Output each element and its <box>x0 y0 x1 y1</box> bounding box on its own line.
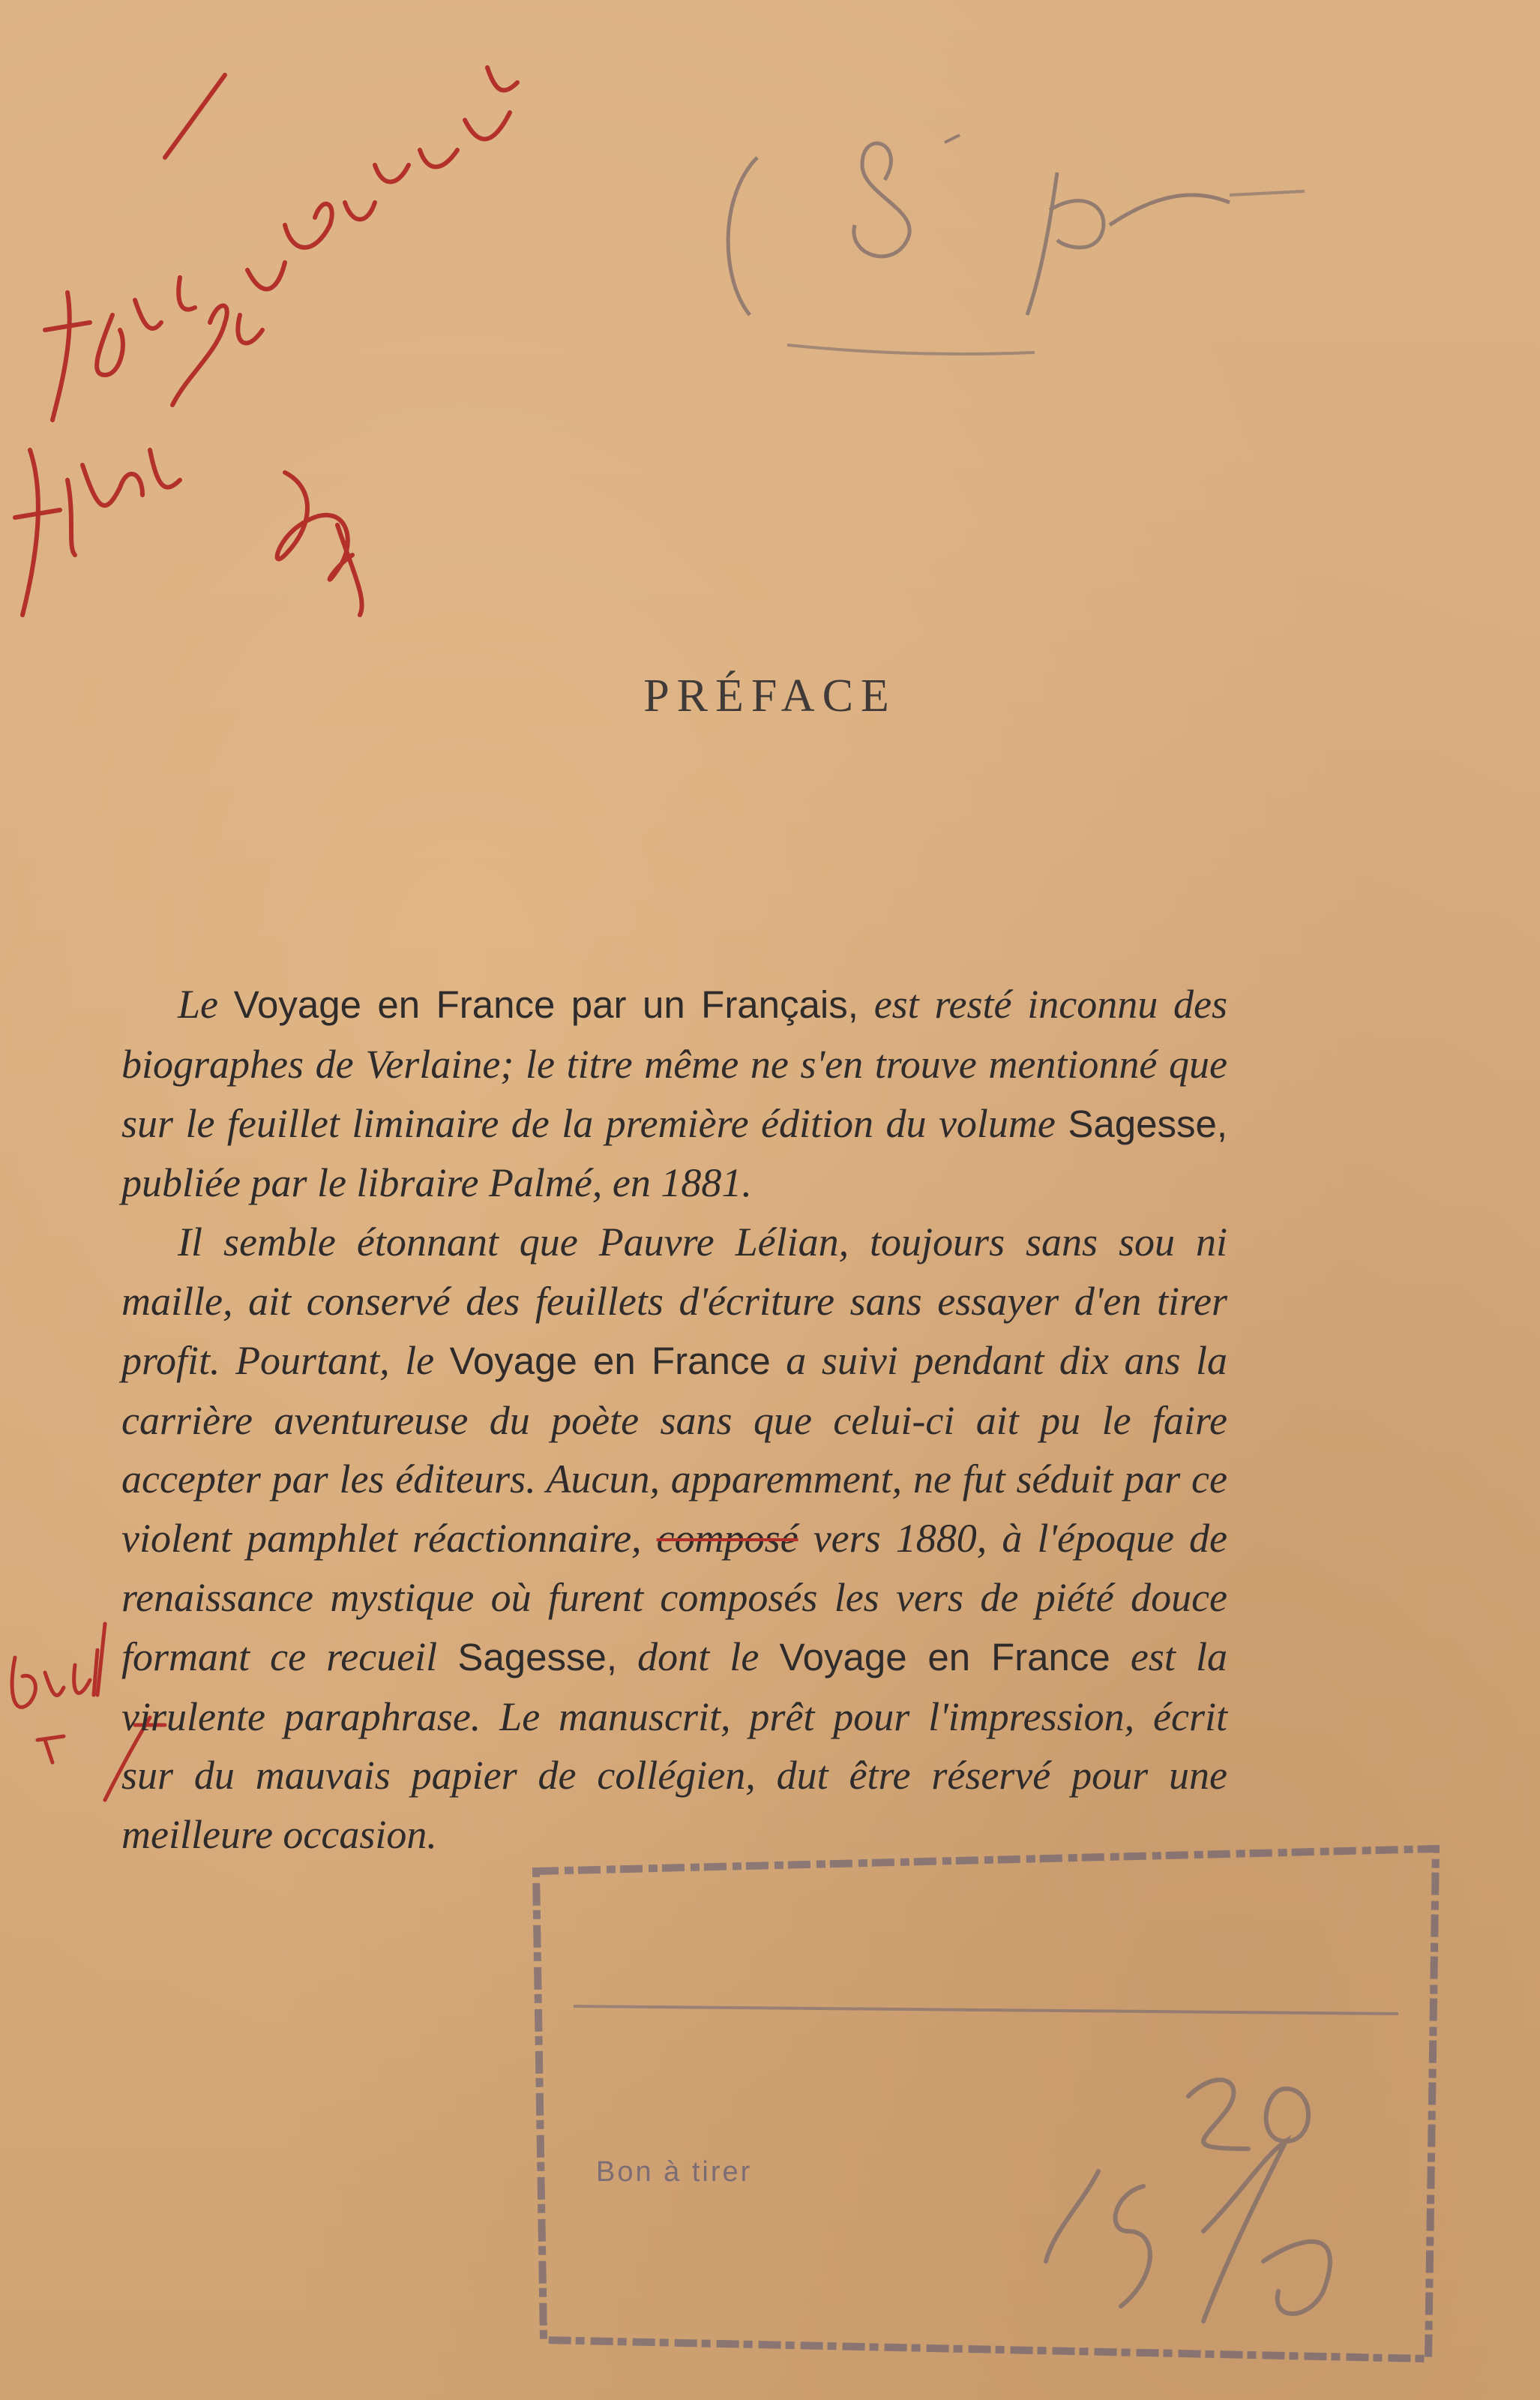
pencil-number <box>529 1841 1447 2366</box>
p2-title-voyage: Voyage en France <box>449 1339 771 1382</box>
p2-part2: a suivi pendant dix ans la carrière aventureuse du poète sans que celui-ci ait pu le faire accepter par les éditeurs. Aucun, apparemment, ne fut séduit par ce violent pamphlet réactionnaire, <box>121 1337 1228 1562</box>
preface-body <box>121 975 1227 1864</box>
paragraph-2 <box>121 1213 1227 1864</box>
p1-part1: Le <box>178 982 218 1027</box>
p2-part4: dont le <box>637 1634 760 1679</box>
p1-part3: publiée par le libraire Palmé, en 1881. <box>121 1160 752 1206</box>
p2-title-sagesse: Sagesse, <box>457 1635 617 1678</box>
p2-part5: est la virulente paraphrase. Le manuscrit, prêt pour l'impression, écrit sur du mauvais papier de collégien, dut être réservé pour une meilleure occasion. <box>121 1634 1228 1858</box>
p2-title-voyage-2: Voyage en France <box>779 1635 1110 1678</box>
p1-title-voyage: Voyage en France par un Français, <box>233 983 858 1026</box>
p2-part1: Il semble étonnant que Pauvre Lélian, toujours sans sou ni maille, ait conservé des feuillets d'écriture sans essayer d'en tirer profit. Pourtant, le <box>121 1220 1227 1383</box>
p2-struck-word: composé <box>656 1516 798 1562</box>
library-stamp <box>529 1841 1447 2366</box>
page-heading: PRÉFACE <box>643 670 897 722</box>
p1-part2: est resté inconnu des biographes de Verlaine; le titre même ne s'en trouve mentionné que sur le feuillet liminaire de la première édition du volume <box>121 982 1227 1146</box>
p1-title-sagesse: Sagesse, <box>1068 1102 1228 1145</box>
p2-part3: vers 1880, à l'époque de renaissance mystique où furent composés les vers de piété douce formant ce recueil <box>121 1516 1228 1679</box>
stamp-label: Bon à tirer <box>596 2156 753 2188</box>
paragraph-1 <box>121 975 1227 1213</box>
